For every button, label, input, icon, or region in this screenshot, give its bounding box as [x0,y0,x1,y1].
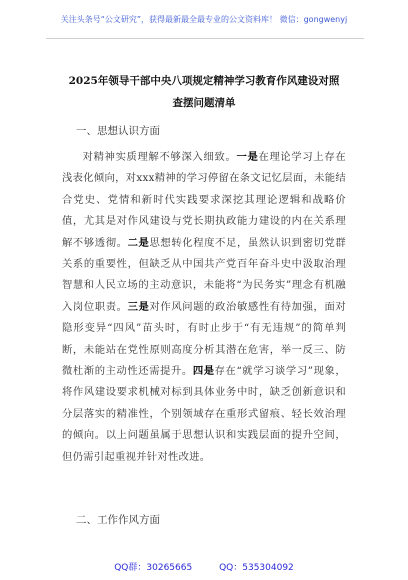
section-heading-2: 二、工作作风方面 [76,514,160,526]
title-line-2: 查摆问题清单 [172,97,236,109]
header-divider [46,38,364,39]
para-sentence: 在理论学习上存在浅表化倾向，对xxx精神的学习停留在条文记忆层面，未能结合党史、党情和新时代实践要求深挖其理论逻辑和战略价值，尤其是对作风建设与党长期执政能力建设的内在关系理解不够透彻。 [62,151,346,249]
para-sentence: 对精神实质理解不够深入细致。 [82,151,237,163]
qq-group: QQ群：30265665 [114,563,193,573]
section-heading-1: 一、思想认识方面 [76,125,160,137]
point-marker: 二是 [127,236,150,249]
qq-number: QQ：535304092 [219,563,294,573]
document-title [44,70,364,114]
point-marker: 三是 [127,300,150,313]
body-paragraph [62,147,346,468]
para-sentence: 思想转化程度不足，虽然认识到密切党群关系的重要性，但缺乏从中国共产党百年奋斗史中汲取治理智慧和人民立场的主动意识，未能将“为民务实”理念有机融入岗位职责。 [62,236,346,313]
promo-banner: 关注头条号“公文研究”，获得最新最全最专业的公文资料库！ 微信：gongwenyj [60,15,348,24]
point-marker: 一是 [236,151,259,163]
para-sentence: 对作风问题的政治敏感性有待加强，面对隐形变异“四风”苗头时，有时止步于“有无违规”的简单判断，未能站在党性原则高度分析其潜在危害，举一反三、防微杜渐的主动性还需提升。 [62,300,346,378]
point-marker: 四是 [192,365,215,378]
title-line-1: 2025年领导干部中央八项规定精神学习教育作风建设对照 [68,75,340,87]
para-sentence: 存在“就学习谈学习”现象，将作风建设要求机械对标到具体业务中时，缺乏创新意识和分层落实的精准性，个别领域存在重形式留痕、轻长效治理的倾向。以上问题虽属于思想认识和实践层面的提升空间，但仍需引起重视并针对性改进。 [62,365,346,463]
contact-footer [0,560,408,573]
